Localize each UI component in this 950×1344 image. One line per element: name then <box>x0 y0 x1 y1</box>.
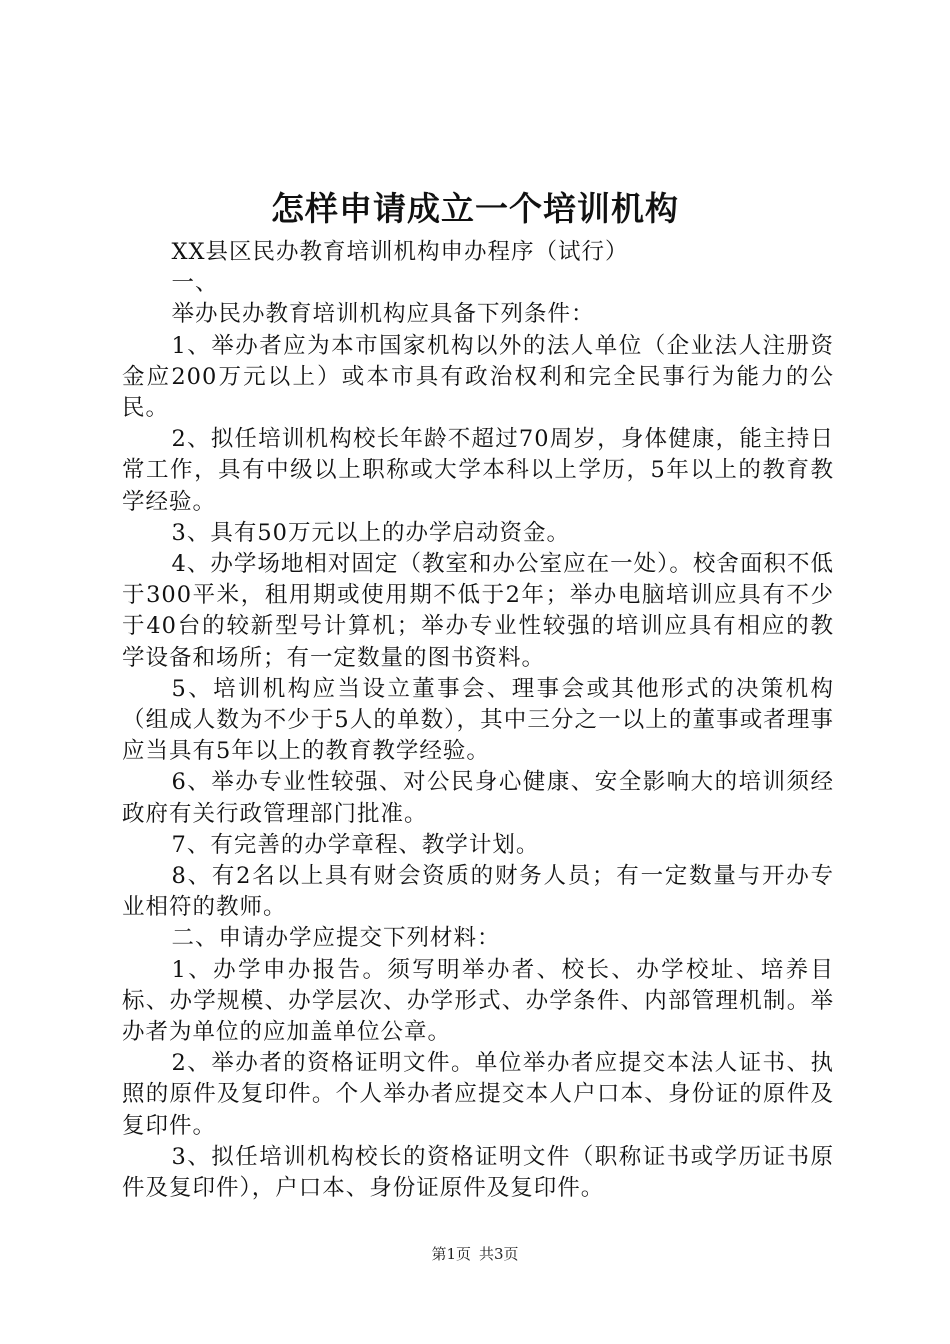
paragraph: 2、举办者的资格证明文件。单位举办者应提交本法人证书、执照的原件及复印件。个人举办者应提交本人户口本、身份证的原件及复印件。 <box>122 1050 834 1139</box>
paragraph: XX县区民办教育培训机构申办程序（试行） <box>171 239 629 265</box>
paragraph: 4、办学场地相对固定（教室和办公室应在一处）。校舍面积不低于300平米，租用期或使用期不低于2年；举办电脑培训应具有不少于40台的较新型号计算机；举办专业性较强的培训应具有相应的教学设备和场所；有一定数量的图书资料。 <box>122 551 834 671</box>
paragraph: 3、具有50万元以上的办学启动资金。 <box>171 519 570 546</box>
page-total: 共3页 <box>479 1245 519 1263</box>
paragraph: 6、举办专业性较强、对公民身心健康、安全影响大的培训须经政府有关行政管理部门批准。 <box>122 769 834 827</box>
paragraph: 二、申请办学应提交下列材料： <box>171 925 501 952</box>
page-footer <box>0 1244 950 1264</box>
paragraph: 5、培训机构应当设立董事会、理事会或其他形式的决策机构（组成人数为不少于5人的单数），其中三分之一以上的董事或者理事应当具有5年以上的教育教学经验。 <box>122 675 834 765</box>
paragraph: 7、有完善的办学章程、教学计划。 <box>171 831 540 858</box>
page-number: 第1页 <box>431 1245 471 1263</box>
document-title: 怎样申请成立一个培训机构 <box>271 189 679 228</box>
paragraph: 8、有2名以上具有财会资质的财务人员；有一定数量与开办专业相符的教师。 <box>122 863 834 921</box>
paragraph: 1、办学申办报告。须写明举办者、校长、办学校址、培养目标、办学规模、办学层次、办学形式、办学条件、内部管理机制。举办者为单位的应加盖单位公章。 <box>122 956 834 1046</box>
paragraph: 举办民办教育培训机构应具备下列条件： <box>171 301 595 328</box>
paragraph: 1、举办者应为本市国家机构以外的法人单位（企业法人注册资金应200万元以上）或本市具有政治权利和完全民事行为能力的公民。 <box>122 332 834 422</box>
document-body <box>122 237 834 1204</box>
paragraph: 3、拟任培训机构校长的资格证明文件（职称证书或学历证书原件及复印件），户口本、身份证原件及复印件。 <box>122 1143 834 1202</box>
paragraph: 2、拟任培训机构校长年龄不超过70周岁，身体健康，能主持日常工作，具有中级以上职称或大学本科以上学历，5年以上的教育教学经验。 <box>122 426 834 515</box>
paragraph: 一、 <box>171 270 219 297</box>
